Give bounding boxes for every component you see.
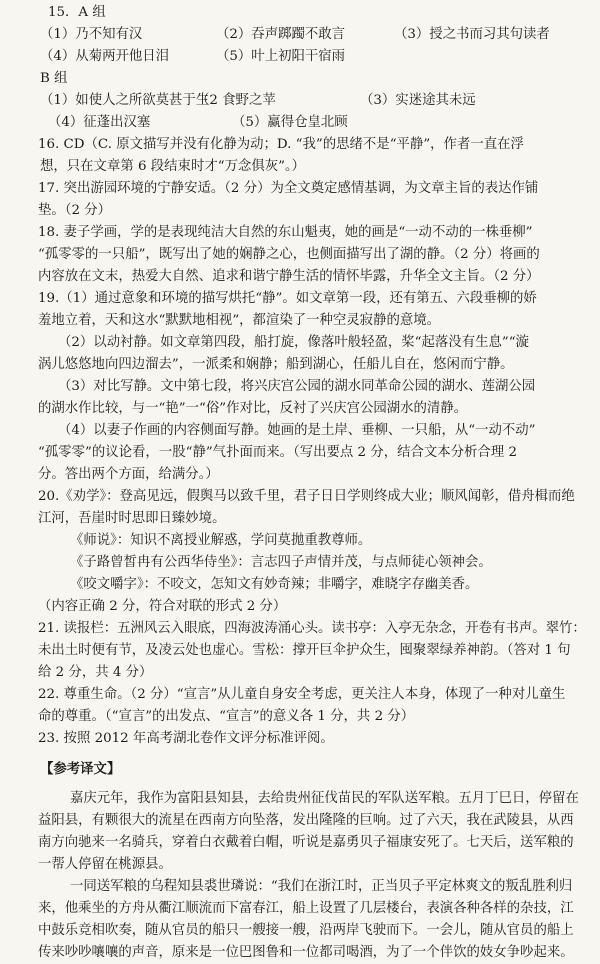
text-line: 给 2 分，共 4 分） xyxy=(38,665,153,680)
text-line: 20.《劝学》：登高见远，假舆马以致千里，君子日日学则终成大业；顺风闻彰，借舟楫而绝 xyxy=(38,489,575,504)
text-line: 的湖水作比较，与一“艳”一“俗”作对比，反衬了兴庆宫公园湖水的清静。 xyxy=(38,401,468,416)
translation-line: 中鼓乐竞相吹奏，随从官员的船只一艘接一艘，沿两岸飞驶而下。一会儿，随从官员的船上 xyxy=(38,923,574,938)
translation-line: 一同送军粮的乌程知县裘世璘说：“我们在浙江时，正当贝子平定林爽文的叛乱胜利归 xyxy=(70,879,573,894)
text-line: （3）对比写静。文中第七段，将兴庆宫公园的湖水同革命公园的湖水、莲湖公园 xyxy=(58,379,536,394)
q15-group-b-heading: B 组 xyxy=(40,71,68,86)
text-line: 22. 尊重生命。（2 分）“宣言”从儿童自身安全考虑，更关注人本身，体现了一种对儿童生 xyxy=(38,687,566,702)
text-line: “孤零零”的议论看，一股“静”气扑面而来。（写出要点 2 分，结合文本分析合理 2 xyxy=(38,445,517,460)
text-line: 未出土时便有节，及凌云处也虚心。雪松：撑开巨伞护众生，囤聚翠绿养神韵。（答对 1 句 xyxy=(38,643,571,658)
translation-line: 传来吵吵嚷嚷的声音，原来是一位巴图鲁和一位都司喝酒，为了一个伴饮的妓女争吵起来。 xyxy=(38,945,574,960)
text-line: 《咬文嚼字》：不咬文，怎知文有妙奇辣；非嚼字，难晓字存幽美香。 xyxy=(70,577,479,592)
q15-row-3 xyxy=(0,90,600,112)
answer-item: （4）从菊两开他日泪 xyxy=(40,49,170,64)
answer-item: （2）吞声踯躅不敢言 xyxy=(216,27,346,42)
text-line: 19.（1）通过意象和环境的描写烘托“静”。如文章第一段，还有第五、六段垂柳的娇 xyxy=(38,291,537,306)
text-line: （2）以动衬静。如文章第四段，船打旋，像落叶般轻盈，桨“起落没有生息”“漩 xyxy=(58,335,529,350)
text-line: 江河，吾崖时时思即日臻妙境。 xyxy=(38,511,226,526)
translation-line: 南方向驰来一名骑兵，穿着白衣戴着白帽，听说是嘉勇贝子福康安死了。七天后，送军粮的 xyxy=(38,835,574,850)
answer-item: （5）叶上初阳干宿雨 xyxy=(216,49,346,64)
text-line: 21. 读报栏：五洲风云入眼底，四海波涛涌心头。读书亭：入亭无杂念，开卷有书声。翠竹： xyxy=(38,621,586,636)
translation-line: 一帮人停留在桃源县。 xyxy=(38,857,172,872)
text-line: 《子路曾皙冉有公西华侍坐》：言志四子声情并茂，与点师徒心领神会。 xyxy=(70,555,492,570)
q15-row-4 xyxy=(0,112,600,134)
reference-translation-title: 【参考译文】 xyxy=(40,761,121,777)
answer-item: （1）如使人之所欲莫甚于生 xyxy=(40,93,210,108)
text-line: 分。答出两个方面，给满分。） xyxy=(38,467,219,482)
translation-line: 益阳县，有颗很大的流星在西南方向坠落，发出隆隆的巨响。过了六天，我在武陵县，从西 xyxy=(38,813,574,828)
translation-line: 来，他乘坐的方舟从衢江顺流而下富春江，船上设置了几层楼台，表演各种各样的杂技，江 xyxy=(38,901,574,916)
text-line: 想，只在文章第 6 段结束时才“万念俱灰”。） xyxy=(40,159,306,174)
text-line: 内容放在文末，热爱大自然、追求和谐宁静生活的情怀毕露，升华全文主旨。（2 分） xyxy=(38,269,540,284)
text-line: 17. 突出游园环境的宁静安适。（2 分）为全文奠定感情基调，为文章主旨的表达作铺 xyxy=(38,181,539,196)
answer-item: （2 食野之苹 xyxy=(196,93,276,108)
text-line: 涡儿悠悠地向四边溜去”，一派柔和娴静；船到湖心，任船儿自在，悠闲而宁静。 xyxy=(38,357,514,372)
text-line: （4）以妻子作画的内容侧面写静。她画的是土岸、垂柳、一只船，从“一动不动” xyxy=(58,423,536,438)
answer-item: （5）赢得仓皇北顾 xyxy=(232,115,348,130)
q15-row-1 xyxy=(0,24,600,46)
answer-item: （4）征蓬出汉塞 xyxy=(48,115,151,130)
answer-item: （3）授之书而习其句读者 xyxy=(394,27,550,42)
text-line: 羞地立着，天和这水“默默地相视”，都渲染了一种空灵寂静的意境。 xyxy=(38,313,441,328)
q15-row-2 xyxy=(0,46,600,68)
text-line: 《师说》：知识不离授业解惑，学问莫拋重教尊师。 xyxy=(70,533,372,548)
answer-page xyxy=(0,2,600,964)
text-line: “孤零零的一只船”，既写出了她的娴静之心，也侧面描写出了湖的静。（2 分）将画的 xyxy=(38,247,540,262)
answer-item: （1）乃不知有汉 xyxy=(40,27,143,42)
answer-item: （3）实迷途其未远 xyxy=(360,93,476,108)
text-line: 16. CD（C. 原文描写并没有化静为动；D. “我”的思绪不是“平静”，作者一直在浮 xyxy=(38,137,524,152)
translation-line: 嘉庆元年，我作为富阳县知县，去给贵州征伐苗民的军队送军粮。五月丁巳日，停留在 xyxy=(70,791,579,806)
text-line: 命的尊重。（“宣言”的出发点、“宣言”的意义各 1 分，共 2 分） xyxy=(38,709,415,724)
q15-heading: 15．A 组 xyxy=(48,5,106,20)
text-line: 垫。（2 分） xyxy=(38,203,112,218)
text-line: 18. 妻子学画，学的是表现纯洁大自然的东山魁夷，她的画是“一动不动的一株垂柳” xyxy=(38,225,533,240)
text-line: 23. 按照 2012 年高考湖北卷作文评分标准评阅。 xyxy=(38,731,334,746)
text-line: （内容正确 2 分，符合对联的形式 2 分） xyxy=(38,599,287,614)
